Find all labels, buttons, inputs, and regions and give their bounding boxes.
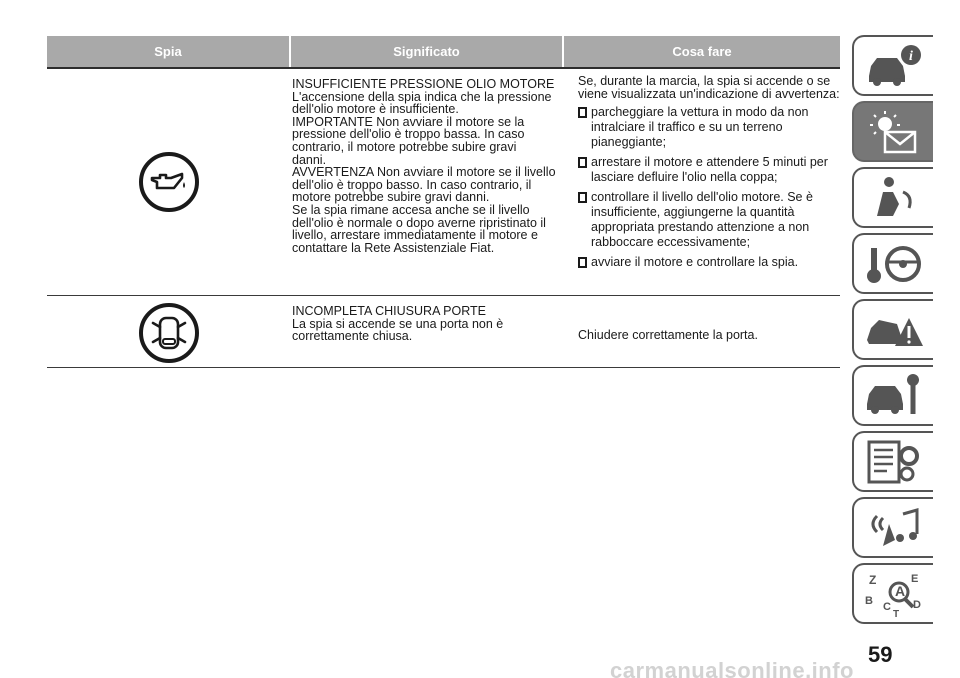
checkbox-bullet-icon bbox=[578, 157, 587, 168]
todo-text: Chiudere correttamente la porta. bbox=[578, 328, 758, 342]
header-significato: Significato bbox=[291, 36, 562, 67]
chapter-tabs bbox=[852, 35, 933, 629]
header-spia: Spia bbox=[47, 36, 289, 67]
car-crash-warning-icon bbox=[863, 306, 925, 354]
car-wrench-icon bbox=[863, 372, 925, 420]
tab-index[interactable] bbox=[852, 563, 933, 624]
tab-car-info[interactable] bbox=[852, 35, 933, 96]
meaning-text: INCOMPLETA CHIUSURA PORTE La spia si accende se una porta non è correttamente chiusa. bbox=[292, 304, 504, 344]
table-row bbox=[47, 295, 840, 368]
index-letter: A bbox=[894, 582, 905, 599]
todo-cell bbox=[578, 296, 840, 367]
door-open-icon bbox=[138, 302, 200, 364]
table-header bbox=[47, 36, 840, 67]
list-item: arrestare il motore e attendere 5 minuti per lasciare defluire l'olio nella coppa; bbox=[578, 155, 840, 185]
header-cosa-fare: Cosa fare bbox=[564, 36, 840, 67]
seat-airbag-icon bbox=[863, 174, 925, 222]
index-letter: D bbox=[912, 598, 921, 611]
key-steering-wheel-icon bbox=[863, 240, 925, 288]
checkbox-bullet-icon bbox=[578, 107, 587, 118]
index-letter: E bbox=[910, 572, 918, 585]
oil-can-icon bbox=[138, 151, 200, 213]
todo-intro: Se, durante la marcia, la spia si accende o se viene visualizzata un'indicazione di avvertenza: bbox=[578, 74, 840, 101]
tab-starting-driving[interactable] bbox=[852, 233, 933, 294]
warning-lights-table bbox=[47, 36, 840, 368]
svg-text:i: i bbox=[908, 48, 913, 64]
index-letter: T bbox=[892, 608, 899, 618]
table-row bbox=[47, 67, 840, 295]
meaning-cell bbox=[291, 69, 578, 295]
tab-maintenance[interactable] bbox=[852, 365, 933, 426]
multimedia-icon bbox=[863, 504, 925, 552]
warning-light-message-icon bbox=[863, 108, 925, 156]
page-number: 59 bbox=[868, 642, 893, 667]
list-item: avviare il motore e controllare la spia. bbox=[578, 255, 840, 270]
tab-technical-data[interactable] bbox=[852, 431, 933, 492]
spia-cell bbox=[47, 69, 291, 295]
alphabetical-index-icon bbox=[863, 570, 925, 618]
index-letter: B bbox=[864, 594, 873, 607]
tab-warning-lights[interactable] bbox=[852, 101, 933, 162]
todo-cell bbox=[578, 69, 840, 295]
tab-safety[interactable] bbox=[852, 167, 933, 228]
meaning-cell bbox=[291, 296, 578, 367]
checkbox-bullet-icon bbox=[578, 192, 587, 203]
spia-cell bbox=[47, 296, 291, 367]
index-letter: C bbox=[882, 600, 891, 613]
tab-emergency[interactable] bbox=[852, 299, 933, 360]
car-info-icon bbox=[863, 42, 925, 90]
list-item: controllare il livello dell'olio motore. Se è insufficiente, aggiungerne la quantità appropriata prestando attenzione a non rabboccare eccessivamente; bbox=[578, 190, 840, 250]
specs-gears-icon bbox=[863, 438, 925, 486]
watermark: carmanualsonline.info bbox=[610, 658, 854, 678]
tab-multimedia[interactable] bbox=[852, 497, 933, 558]
index-letter: Z bbox=[868, 572, 876, 587]
meaning-text: INSUFFICIENTE PRESSIONE OLIO MOTORE L'accensione della spia indica che la pressione dell'olio motore è insufficiente. IMPORTANTE Non avviare il motore se la pressione dell'olio è troppo bassa. In caso contrario, il motore potrebbe subire gravi danni. AVVERTENZA Non avviare il motore se il livello dell'olio è troppo basso. In caso contrario, il motore potrebbe subire gravi danni. Se la spia rimane accesa anche se il livello dell'olio è normale o dopo averne ripristinato il livello, arrestare immediatamente il motore e contattare la Rete Assistenziale Fiat. bbox=[292, 77, 556, 255]
list-item: parcheggiare la vettura in modo da non intralciare il traffico e su un terreno pianeggiante; bbox=[578, 105, 840, 150]
checkbox-bullet-icon bbox=[578, 257, 587, 268]
